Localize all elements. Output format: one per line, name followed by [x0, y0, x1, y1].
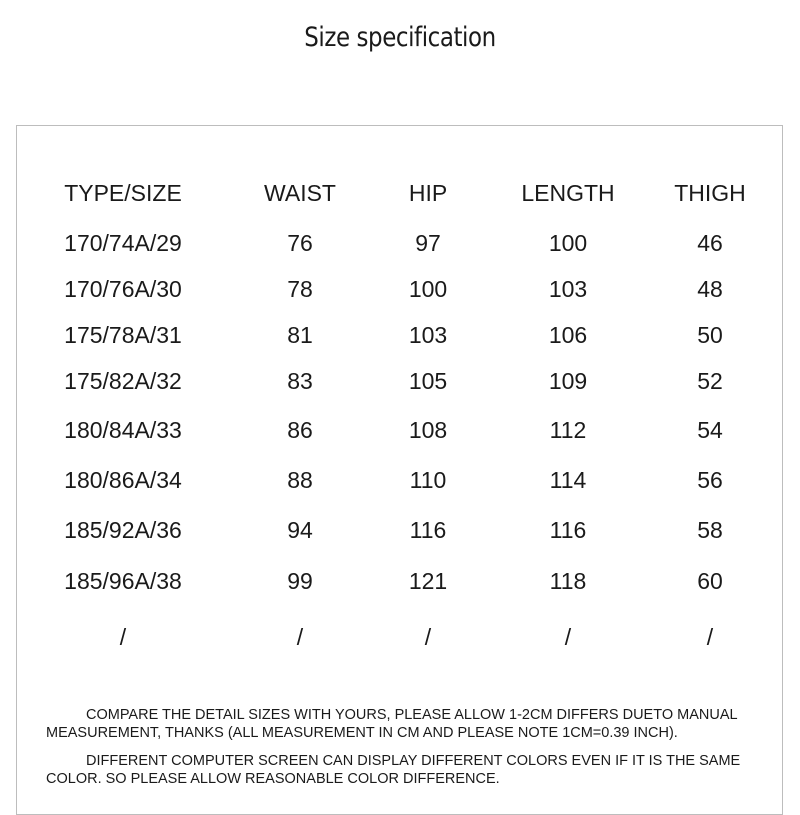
color-note: DIFFERENT COMPUTER SCREEN CAN DISPLAY DIFFERENT COLORS EVEN IF IT IS THE SAME COLOR. SO PLEASE ALLOW REASONABLE COLOR DIFFERENCE. [46, 753, 741, 787]
cell-thigh: / [706, 624, 714, 650]
cell-hip: 116 [409, 517, 447, 543]
cell-length: 112 [549, 417, 587, 443]
cell-hip: 97 [415, 230, 441, 256]
cell-waist: 94 [287, 517, 313, 543]
cell-thigh: 52 [697, 368, 723, 394]
cell-type-size: 170/76A/30 [64, 276, 182, 302]
cell-length: 114 [549, 467, 587, 493]
cell-hip: 121 [408, 568, 448, 594]
cell-type-size: 180/84A/33 [64, 417, 182, 443]
cell-type-size: 175/82A/32 [64, 368, 182, 394]
cell-type-size: 185/92A/36 [64, 517, 182, 543]
cell-type-size: / [119, 624, 127, 650]
cell-hip: 110 [409, 467, 447, 493]
cell-length: 118 [549, 568, 587, 594]
cell-waist: 78 [287, 276, 313, 302]
cell-waist: 86 [287, 417, 313, 443]
cell-waist: 83 [287, 368, 313, 394]
cell-waist: 81 [287, 322, 313, 348]
cell-length: 103 [548, 276, 588, 302]
cell-hip: 100 [408, 276, 448, 302]
cell-thigh: 46 [697, 230, 723, 256]
measurement-note: COMPARE THE DETAIL SIZES WITH YOURS, PLEASE ALLOW 1-2CM DIFFERS DUETO MANUAL MEASUREMENT, THANKS (ALL MEASUREMENT IN CM AND PLEASE NOTE 1CM=0.39 INCH). [46, 707, 738, 741]
cell-type-size: 185/96A/38 [64, 568, 182, 594]
page-title: Size specification [304, 22, 496, 53]
header-thigh: THIGH [674, 180, 746, 206]
cell-type-size: 170/74A/29 [64, 230, 182, 256]
cell-thigh: 54 [697, 417, 723, 443]
cell-waist: 99 [287, 568, 313, 594]
cell-thigh: 56 [697, 467, 723, 493]
cell-length: 106 [548, 322, 588, 348]
cell-length: 100 [548, 230, 588, 256]
cell-length: 109 [548, 368, 588, 394]
header-type-size: TYPE/SIZE [64, 180, 182, 206]
header-hip: HIP [408, 180, 448, 206]
cell-type-size: 180/86A/34 [64, 467, 182, 493]
cell-hip: 108 [408, 417, 448, 443]
cell-thigh: 48 [697, 276, 723, 302]
header-waist: WAIST [264, 180, 336, 206]
cell-hip: 103 [408, 322, 448, 348]
cell-thigh: 58 [697, 517, 723, 543]
header-length: LENGTH [521, 180, 615, 206]
cell-waist: / [296, 624, 304, 650]
cell-type-size: 175/78A/31 [64, 322, 182, 348]
cell-length: 116 [549, 517, 587, 543]
cell-length: / [564, 624, 572, 650]
cell-thigh: 50 [697, 322, 723, 348]
cell-hip: / [424, 624, 432, 650]
cell-waist: 88 [287, 467, 313, 493]
cell-hip: 105 [408, 368, 448, 394]
cell-thigh: 60 [697, 568, 723, 594]
cell-waist: 76 [287, 230, 313, 256]
